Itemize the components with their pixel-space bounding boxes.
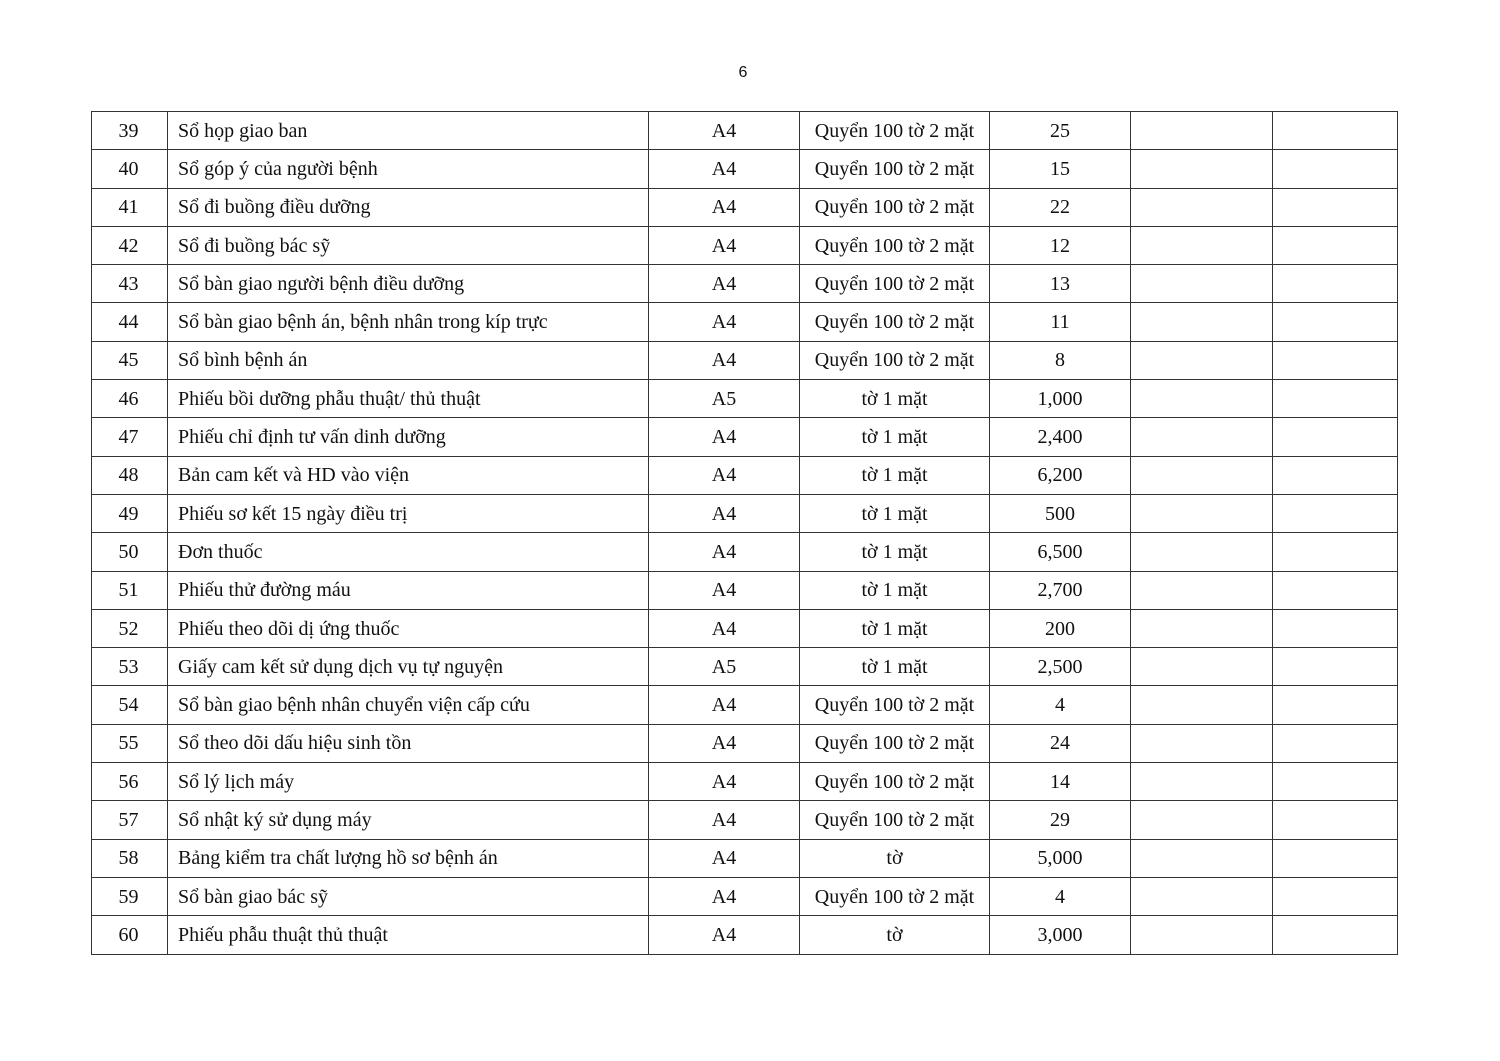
empty-cell: [1273, 686, 1398, 724]
row-number-cell: 58: [92, 839, 168, 877]
quantity-cell: 6,500: [990, 533, 1131, 571]
table-row: [92, 150, 1398, 188]
paper-size-cell: A4: [649, 571, 800, 609]
row-number-cell: 48: [92, 456, 168, 494]
empty-cell: [1131, 648, 1273, 686]
empty-cell: [1131, 609, 1273, 647]
empty-cell: [1131, 303, 1273, 341]
unit-cell: tờ 1 mặt: [800, 571, 990, 609]
paper-size-cell: A4: [649, 724, 800, 762]
empty-cell: [1273, 648, 1398, 686]
table-row: [92, 609, 1398, 647]
empty-cell: [1131, 763, 1273, 801]
row-number-cell: 41: [92, 188, 168, 226]
table-row: [92, 801, 1398, 839]
empty-cell: [1131, 686, 1273, 724]
empty-cell: [1273, 494, 1398, 532]
table-row: [92, 686, 1398, 724]
quantity-cell: 14: [990, 763, 1131, 801]
empty-cell: [1131, 801, 1273, 839]
empty-cell: [1273, 533, 1398, 571]
item-name-cell: Sổ theo dõi dấu hiệu sinh tồn: [168, 724, 649, 762]
item-name-cell: Sổ bàn giao người bệnh điều dưỡng: [168, 265, 649, 303]
row-number-cell: 56: [92, 763, 168, 801]
row-number-cell: 47: [92, 418, 168, 456]
unit-cell: Quyển 100 tờ 2 mặt: [800, 150, 990, 188]
quantity-cell: 2,500: [990, 648, 1131, 686]
quantity-cell: 5,000: [990, 839, 1131, 877]
quantity-cell: 4: [990, 686, 1131, 724]
table-row: [92, 380, 1398, 418]
row-number-cell: 52: [92, 609, 168, 647]
row-number-cell: 50: [92, 533, 168, 571]
table-row: [92, 724, 1398, 762]
item-name-cell: Phiếu phẫu thuật thủ thuật: [168, 916, 649, 954]
unit-cell: Quyển 100 tờ 2 mặt: [800, 877, 990, 915]
empty-cell: [1273, 763, 1398, 801]
paper-size-cell: A4: [649, 341, 800, 379]
forms-table: [91, 111, 1398, 955]
item-name-cell: Sổ bàn giao bệnh án, bệnh nhân trong kíp trực: [168, 303, 649, 341]
row-number-cell: 51: [92, 571, 168, 609]
empty-cell: [1273, 839, 1398, 877]
empty-cell: [1273, 724, 1398, 762]
empty-cell: [1131, 418, 1273, 456]
quantity-cell: 6,200: [990, 456, 1131, 494]
item-name-cell: Giấy cam kết sử dụng dịch vụ tự nguyện: [168, 648, 649, 686]
table-row: [92, 494, 1398, 532]
row-number-cell: 42: [92, 226, 168, 264]
item-name-cell: Sổ lý lịch máy: [168, 763, 649, 801]
table-row: [92, 763, 1398, 801]
empty-cell: [1273, 265, 1398, 303]
paper-size-cell: A5: [649, 648, 800, 686]
item-name-cell: Phiếu theo dõi dị ứng thuốc: [168, 609, 649, 647]
empty-cell: [1273, 916, 1398, 954]
row-number-cell: 46: [92, 380, 168, 418]
paper-size-cell: A4: [649, 226, 800, 264]
quantity-cell: 3,000: [990, 916, 1131, 954]
row-number-cell: 39: [92, 112, 168, 150]
table-body: [92, 112, 1398, 955]
table-row: [92, 188, 1398, 226]
row-number-cell: 59: [92, 877, 168, 915]
paper-size-cell: A4: [649, 609, 800, 647]
item-name-cell: Sổ bình bệnh án: [168, 341, 649, 379]
quantity-cell: 500: [990, 494, 1131, 532]
empty-cell: [1131, 839, 1273, 877]
quantity-cell: 2,700: [990, 571, 1131, 609]
paper-size-cell: A4: [649, 112, 800, 150]
empty-cell: [1131, 226, 1273, 264]
row-number-cell: 55: [92, 724, 168, 762]
empty-cell: [1273, 609, 1398, 647]
paper-size-cell: A4: [649, 801, 800, 839]
quantity-cell: 8: [990, 341, 1131, 379]
paper-size-cell: A4: [649, 839, 800, 877]
paper-size-cell: A4: [649, 916, 800, 954]
table-row: [92, 265, 1398, 303]
unit-cell: Quyển 100 tờ 2 mặt: [800, 686, 990, 724]
row-number-cell: 43: [92, 265, 168, 303]
quantity-cell: 2,400: [990, 418, 1131, 456]
paper-size-cell: A4: [649, 686, 800, 724]
row-number-cell: 54: [92, 686, 168, 724]
table-row: [92, 877, 1398, 915]
unit-cell: tờ 1 mặt: [800, 418, 990, 456]
table-row: [92, 226, 1398, 264]
empty-cell: [1131, 877, 1273, 915]
item-name-cell: Sổ họp giao ban: [168, 112, 649, 150]
paper-size-cell: A5: [649, 380, 800, 418]
item-name-cell: Đơn thuốc: [168, 533, 649, 571]
empty-cell: [1273, 112, 1398, 150]
empty-cell: [1131, 112, 1273, 150]
quantity-cell: 15: [990, 150, 1131, 188]
table-row: [92, 839, 1398, 877]
paper-size-cell: A4: [649, 418, 800, 456]
item-name-cell: Phiếu bồi dưỡng phẫu thuật/ thủ thuật: [168, 380, 649, 418]
item-name-cell: Sổ đi buồng bác sỹ: [168, 226, 649, 264]
quantity-cell: 12: [990, 226, 1131, 264]
row-number-cell: 45: [92, 341, 168, 379]
item-name-cell: Phiếu chỉ định tư vấn dinh dưỡng: [168, 418, 649, 456]
item-name-cell: Phiếu sơ kết 15 ngày điều trị: [168, 494, 649, 532]
empty-cell: [1131, 571, 1273, 609]
empty-cell: [1131, 150, 1273, 188]
empty-cell: [1273, 456, 1398, 494]
unit-cell: tờ 1 mặt: [800, 648, 990, 686]
quantity-cell: 200: [990, 609, 1131, 647]
table-row: [92, 303, 1398, 341]
empty-cell: [1273, 801, 1398, 839]
paper-size-cell: A4: [649, 456, 800, 494]
empty-cell: [1273, 188, 1398, 226]
empty-cell: [1131, 265, 1273, 303]
table-row: [92, 456, 1398, 494]
empty-cell: [1273, 571, 1398, 609]
empty-cell: [1131, 341, 1273, 379]
empty-cell: [1131, 724, 1273, 762]
row-number-cell: 40: [92, 150, 168, 188]
empty-cell: [1273, 418, 1398, 456]
unit-cell: tờ: [800, 916, 990, 954]
item-name-cell: Sổ bàn giao bệnh nhân chuyển viện cấp cứu: [168, 686, 649, 724]
unit-cell: tờ 1 mặt: [800, 494, 990, 532]
empty-cell: [1273, 380, 1398, 418]
quantity-cell: 4: [990, 877, 1131, 915]
item-name-cell: Sổ bàn giao bác sỹ: [168, 877, 649, 915]
unit-cell: tờ 1 mặt: [800, 533, 990, 571]
empty-cell: [1131, 494, 1273, 532]
unit-cell: Quyển 100 tờ 2 mặt: [800, 188, 990, 226]
paper-size-cell: A4: [649, 188, 800, 226]
item-name-cell: Phiếu thử đường máu: [168, 571, 649, 609]
empty-cell: [1273, 341, 1398, 379]
empty-cell: [1131, 533, 1273, 571]
table-row: [92, 916, 1398, 954]
paper-size-cell: A4: [649, 150, 800, 188]
quantity-cell: 24: [990, 724, 1131, 762]
unit-cell: tờ 1 mặt: [800, 456, 990, 494]
item-name-cell: Bảng kiểm tra chất lượng hồ sơ bệnh án: [168, 839, 649, 877]
table-row: [92, 648, 1398, 686]
empty-cell: [1273, 303, 1398, 341]
unit-cell: Quyển 100 tờ 2 mặt: [800, 763, 990, 801]
unit-cell: tờ 1 mặt: [800, 380, 990, 418]
paper-size-cell: A4: [649, 265, 800, 303]
empty-cell: [1273, 877, 1398, 915]
table-row: [92, 112, 1398, 150]
unit-cell: tờ: [800, 839, 990, 877]
item-name-cell: Sổ góp ý của người bệnh: [168, 150, 649, 188]
empty-cell: [1273, 150, 1398, 188]
item-name-cell: Sổ nhật ký sử dụng máy: [168, 801, 649, 839]
unit-cell: Quyển 100 tờ 2 mặt: [800, 801, 990, 839]
row-number-cell: 49: [92, 494, 168, 532]
row-number-cell: 60: [92, 916, 168, 954]
quantity-cell: 25: [990, 112, 1131, 150]
quantity-cell: 29: [990, 801, 1131, 839]
unit-cell: Quyển 100 tờ 2 mặt: [800, 724, 990, 762]
unit-cell: Quyển 100 tờ 2 mặt: [800, 341, 990, 379]
unit-cell: Quyển 100 tờ 2 mặt: [800, 265, 990, 303]
quantity-cell: 22: [990, 188, 1131, 226]
paper-size-cell: A4: [649, 303, 800, 341]
item-name-cell: Bản cam kết và HD vào viện: [168, 456, 649, 494]
paper-size-cell: A4: [649, 877, 800, 915]
row-number-cell: 53: [92, 648, 168, 686]
row-number-cell: 57: [92, 801, 168, 839]
item-name-cell: Sổ đi buồng điều dưỡng: [168, 188, 649, 226]
row-number-cell: 44: [92, 303, 168, 341]
paper-size-cell: A4: [649, 533, 800, 571]
paper-size-cell: A4: [649, 494, 800, 532]
table-row: [92, 341, 1398, 379]
page-number: 6: [738, 64, 748, 81]
unit-cell: Quyển 100 tờ 2 mặt: [800, 303, 990, 341]
unit-cell: tờ 1 mặt: [800, 609, 990, 647]
table-row: [92, 571, 1398, 609]
table-row: [92, 418, 1398, 456]
empty-cell: [1131, 456, 1273, 494]
empty-cell: [1131, 916, 1273, 954]
empty-cell: [1131, 188, 1273, 226]
unit-cell: Quyển 100 tờ 2 mặt: [800, 226, 990, 264]
unit-cell: Quyển 100 tờ 2 mặt: [800, 112, 990, 150]
empty-cell: [1131, 380, 1273, 418]
table-row: [92, 533, 1398, 571]
empty-cell: [1273, 226, 1398, 264]
quantity-cell: 1,000: [990, 380, 1131, 418]
quantity-cell: 13: [990, 265, 1131, 303]
quantity-cell: 11: [990, 303, 1131, 341]
paper-size-cell: A4: [649, 763, 800, 801]
